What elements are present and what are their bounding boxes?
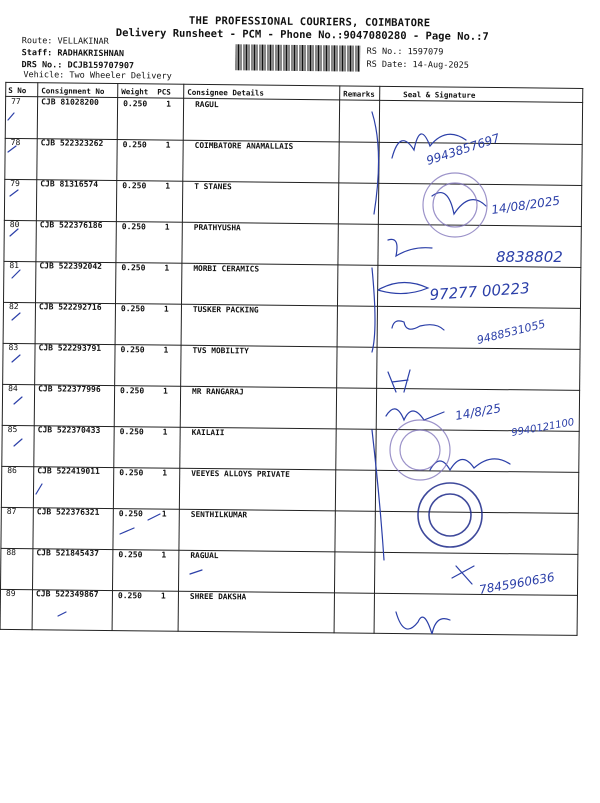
row-pcs: 1 [165, 140, 171, 150]
row-consignee: VEEYES ALLOYS PRIVATE [191, 468, 290, 479]
table-row [4, 138, 582, 185]
col-header-weight: Weight [121, 87, 149, 97]
col-header-consignment: Consignment No [41, 86, 105, 96]
row-pcs: 1 [164, 222, 170, 232]
table-row [3, 220, 581, 267]
row-consignment: CJB 522370433 [37, 425, 101, 435]
rs-date: RS Date: 14-Aug-2025 [366, 59, 469, 71]
row-pcs: 1 [163, 304, 169, 314]
col-header-sno: S No [8, 85, 27, 96]
row-consignment: CJB 81028200 [41, 97, 99, 107]
row-sno: 87 [6, 506, 17, 517]
table-row [1, 466, 579, 513]
row-weight: 0.250 [121, 222, 146, 232]
row-sno: 88 [6, 547, 17, 558]
row-consignee: PRATHYUSHA [193, 222, 241, 233]
handwritten-phone: 8838802 [496, 248, 563, 266]
row-weight: 0.250 [120, 345, 145, 355]
row-sno: 82 [8, 301, 19, 312]
col-header-signature: Seal & Signature [403, 90, 476, 100]
row-weight: 0.250 [118, 509, 143, 519]
row-consignment: CJB 522419011 [37, 466, 100, 476]
row-weight: 0.250 [118, 550, 143, 560]
row-weight: 0.250 [122, 181, 147, 191]
staff-label: Staff: RADHAKRISHNAN [21, 48, 125, 60]
row-sno: 83 [8, 342, 19, 353]
row-consignee: T STANES [194, 181, 232, 192]
row-consignment: CJB 522323262 [40, 138, 104, 148]
row-consignment: CJB 522293791 [38, 343, 102, 353]
row-consignment: CJB 522377996 [38, 384, 101, 394]
row-sno: 80 [9, 219, 20, 230]
row-pcs: 1 [165, 181, 171, 191]
runsheet-subtitle: Delivery Runsheet - PCM - Phone No.:9047080280 - Page No.:7 [115, 27, 489, 43]
row-sno: 85 [7, 424, 18, 435]
handwritten-date: 14/8/25 [454, 401, 503, 423]
row-consignee: TUSKER PACKING [192, 304, 259, 315]
col-header-remarks: Remarks [343, 89, 375, 99]
row-consignment: CJB 522392042 [39, 261, 103, 271]
row-consignment: CJB 522349867 [35, 589, 99, 599]
row-consignment: CJB 522292716 [38, 302, 102, 312]
drs-number: DRS No.: DCJB159707907 [21, 60, 135, 72]
handwritten-date: 14/08/2025 [490, 193, 561, 217]
row-sno: 79 [10, 178, 20, 189]
row-weight: 0.250 [121, 263, 146, 273]
row-weight: 0.250 [120, 304, 146, 314]
row-consignee: RAGUL [195, 99, 219, 110]
row-sno: 89 [5, 588, 16, 599]
table-row [5, 97, 583, 144]
row-weight: 0.250 [123, 99, 148, 109]
handwritten-phone: 9488531055 [475, 317, 547, 347]
row-pcs: 1 [163, 345, 169, 355]
row-pcs: 1 [161, 550, 167, 560]
runsheet-table [0, 82, 583, 636]
handwritten-phone: 9943857697 [424, 130, 502, 168]
table-row [2, 384, 580, 431]
handwritten-phone: 7845960636 [478, 569, 556, 597]
handwritten-phone: 9940121100 [510, 417, 576, 439]
row-weight: 0.250 [119, 468, 144, 478]
row-weight: 0.250 [122, 140, 147, 150]
table-row [3, 302, 581, 349]
row-consignee: COIMBATORE ANAMALLAIS [194, 140, 294, 151]
table-row [2, 343, 580, 390]
table-row [1, 425, 579, 472]
row-pcs: 1 [161, 509, 167, 519]
row-weight: 0.250 [117, 591, 143, 601]
row-pcs: 1 [163, 386, 168, 396]
row-sno: 86 [7, 465, 17, 476]
col-header-consignee: Consignee Details [187, 87, 265, 98]
row-consignment: CJB 521845437 [36, 548, 100, 558]
row-consignee: RAGUAL [190, 550, 219, 561]
table-row [4, 179, 582, 226]
row-pcs: 1 [160, 591, 166, 601]
row-sno: 78 [10, 137, 21, 148]
barcode [235, 44, 360, 71]
row-pcs: 1 [166, 99, 171, 109]
row-pcs: 1 [162, 468, 168, 478]
vehicle-label: Vehicle: Two Wheeler Delivery [23, 70, 172, 82]
row-consignee: SENTHILKUMAR [190, 509, 248, 520]
table-row [0, 548, 578, 595]
row-sno: 81 [9, 260, 20, 271]
row-consignee: KAILAII [191, 427, 225, 438]
table-row [0, 507, 578, 554]
rs-number: RS No.: 1597079 [366, 46, 444, 58]
row-weight: 0.250 [119, 427, 144, 437]
row-consignee: SHREE DAKSHA [189, 591, 247, 602]
route-label: Route: VELLAKINAR [21, 36, 109, 47]
row-consignee: TVS MOBILITY [192, 345, 249, 356]
row-weight: 0.250 [120, 386, 145, 396]
handwritten-phone: 97277 00223 [429, 279, 531, 304]
row-sno: 77 [11, 96, 21, 107]
table-row [3, 261, 581, 308]
col-header-pcs: PCS [157, 87, 171, 97]
row-consignee: MORBI CERAMICS [193, 263, 260, 274]
row-consignment: CJB 522376321 [36, 507, 100, 517]
row-consignee: MR RANGARAJ [192, 386, 244, 397]
row-sno: 84 [8, 383, 18, 394]
row-consignment: CJB 81316574 [40, 179, 99, 189]
row-pcs: 1 [162, 427, 168, 437]
row-consignment: CJB 522376186 [39, 220, 103, 230]
row-pcs: 1 [164, 263, 170, 273]
company-title: THE PROFESSIONAL COURIERS, COIMBATORE [188, 14, 431, 30]
